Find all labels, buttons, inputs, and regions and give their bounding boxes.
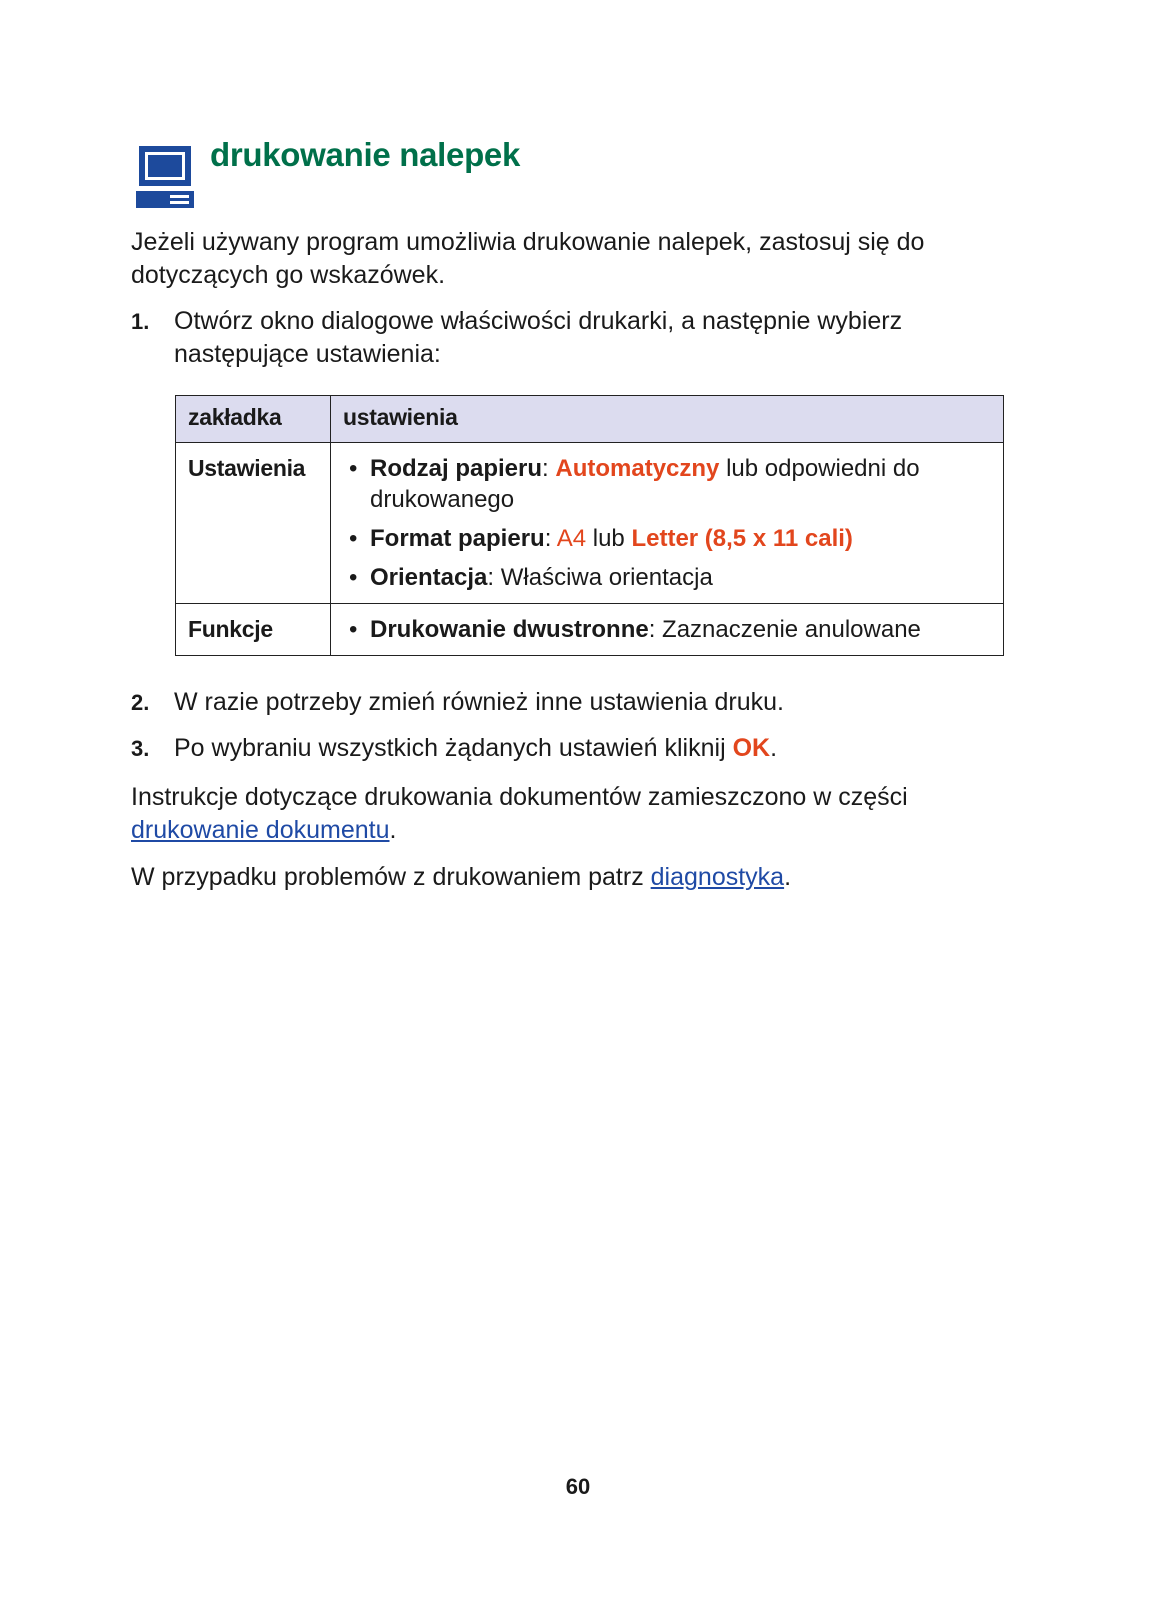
bullet: • <box>349 455 358 482</box>
option-label: Format papieru <box>370 525 545 552</box>
reference-period: . <box>389 816 397 844</box>
step-text-after: . <box>770 734 778 762</box>
option-label: Rodzaj papieru <box>370 455 543 482</box>
list-item <box>343 523 991 554</box>
tab-name-funkcje: Funkcje <box>176 604 331 656</box>
table-row <box>176 604 1004 656</box>
separator: : <box>544 525 557 552</box>
page-title: drukowanie nalepek <box>210 136 521 173</box>
settings-cell <box>331 604 1004 656</box>
reference-paragraph <box>131 781 991 847</box>
step-number: 1. <box>131 309 150 334</box>
option-label: Drukowanie dwustronne <box>370 616 649 643</box>
page-number: 60 <box>565 1474 591 1499</box>
problems-text: W przypadku problemów z drukowaniem patrz <box>131 863 651 891</box>
bullet: • <box>349 616 358 643</box>
option-value-highlight: Automatyczny <box>555 455 720 482</box>
option-value: Zaznaczenie anulowane <box>662 616 921 643</box>
problems-period: . <box>784 863 792 891</box>
bullet: • <box>349 564 358 591</box>
table-header-row <box>176 396 1004 443</box>
option-value-highlight: A4 <box>556 525 587 552</box>
bullet: • <box>349 525 358 552</box>
tab-name-ustawienia: Ustawienia <box>176 443 331 604</box>
table-row <box>176 443 1004 604</box>
problems-paragraph <box>131 861 991 894</box>
option-value: Właściwa orientacja <box>500 564 713 591</box>
intro-paragraph: Jeżeli używany program umożliwia drukowanie nalepek, zastosuj się do dotyczących go wskazówek. <box>131 228 925 289</box>
diagnostyka-link[interactable]: diagnostyka <box>650 863 785 891</box>
list-item <box>343 562 991 593</box>
settings-cell <box>331 443 1004 604</box>
settings-table <box>175 395 1004 656</box>
ok-button-reference: OK <box>732 734 771 762</box>
separator: : <box>542 455 556 482</box>
list-item <box>343 614 991 645</box>
step-text: Otwórz okno dialogowe właściwości drukarki, a następnie wybierz następujące ustawienia: <box>174 307 903 368</box>
option-value: lub odpowiedni do drukowanego <box>370 455 920 513</box>
separator: : <box>648 616 663 643</box>
step-text <box>174 732 1004 765</box>
list-item <box>343 453 991 515</box>
monitor-icon <box>136 146 194 208</box>
separator: : <box>487 564 501 591</box>
option-label: Orientacja <box>370 564 488 591</box>
step-number: 3. <box>131 736 150 761</box>
reference-text: Instrukcje dotyczące drukowania dokumentów zamieszczono w części <box>131 783 908 811</box>
drukowanie-dokumentu-link[interactable]: drukowanie dokumentu <box>131 816 390 844</box>
step-text: W razie potrzeby zmień również inne ustawienia druku. <box>174 688 784 716</box>
column-header-settings: ustawienia <box>331 396 1004 443</box>
option-value-highlight: Letter (8,5 x 11 cali) <box>631 525 853 552</box>
column-header-tab: zakładka <box>176 396 331 443</box>
step-text-before: Po wybraniu wszystkich żądanych ustawień kliknij <box>174 734 733 762</box>
option-value: lub <box>586 525 632 552</box>
step-number: 2. <box>131 690 150 715</box>
